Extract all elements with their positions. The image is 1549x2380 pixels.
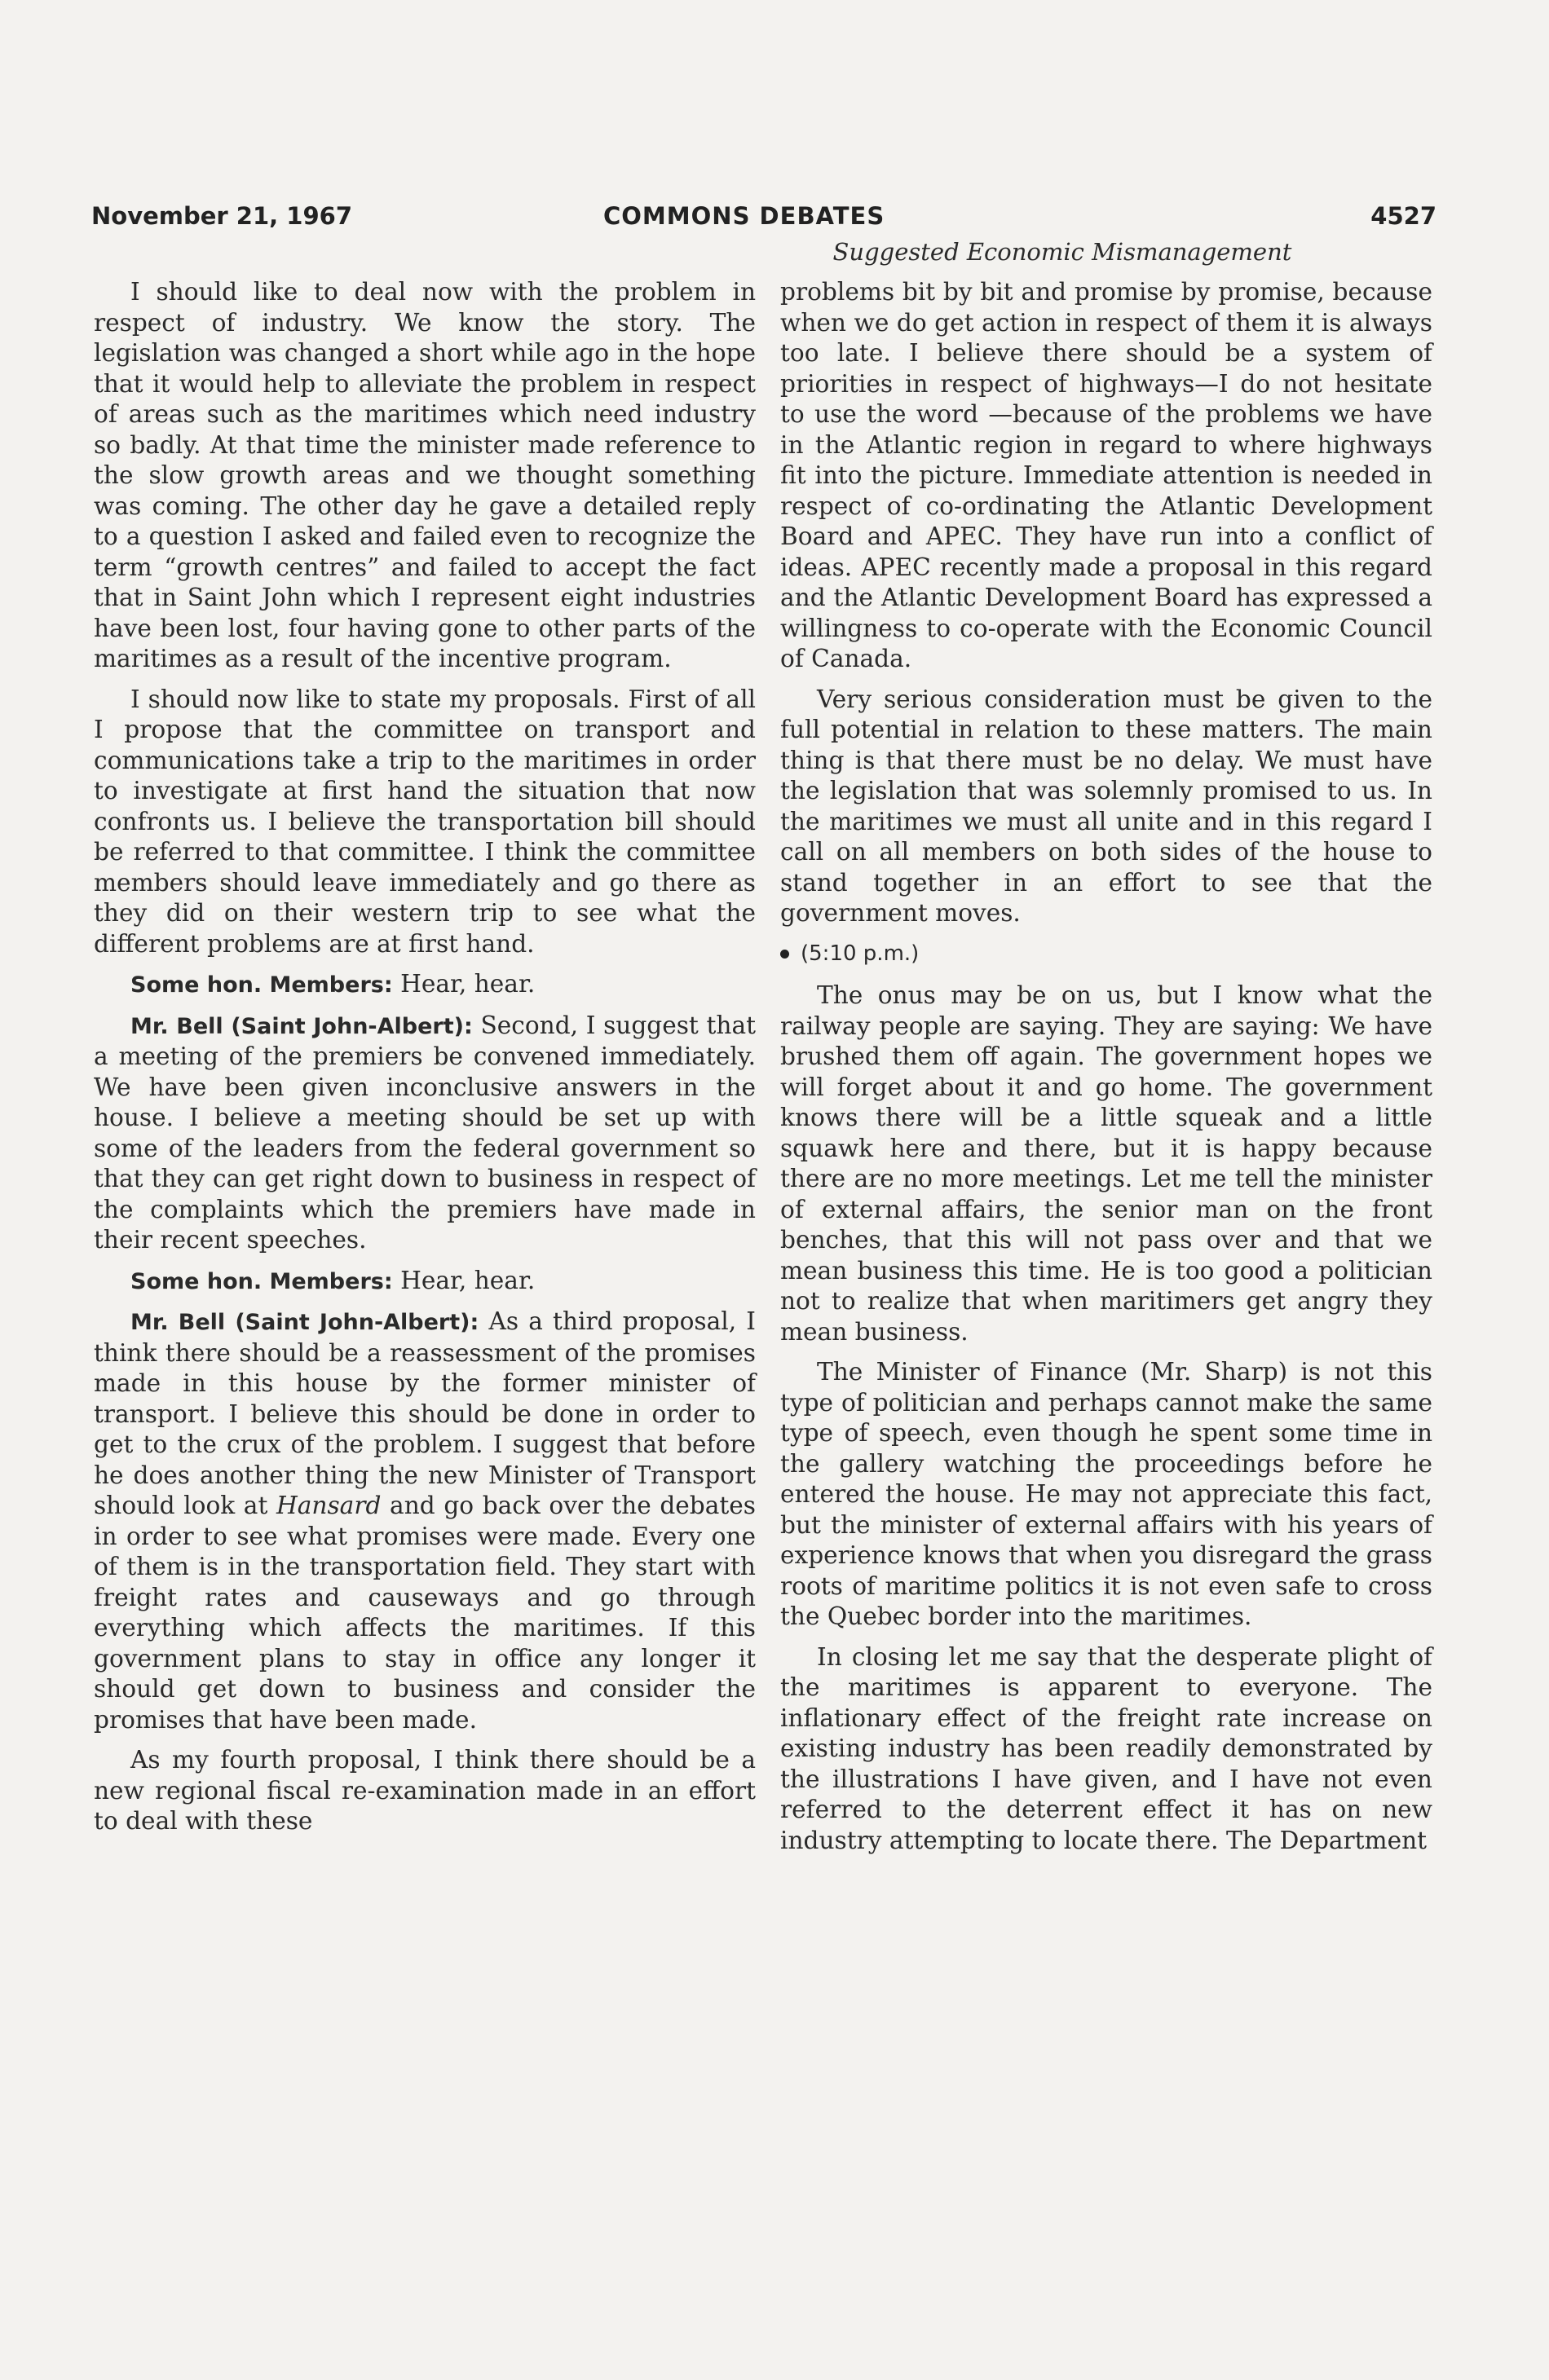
left-column (94, 277, 756, 1847)
timestamp-text: (5:10 p.m.) (801, 941, 920, 966)
bullet-icon (780, 950, 789, 959)
interjection (94, 969, 756, 1001)
paragraph: Very serious consideration must be given to the full potential in relation to these matters. The main thing is that there must be no delay. We must have the legislation that was solemnly promised to us. In the maritimes we must all unite and in this regard I call on all members on both sides of the house to stand together in an effort to see that the government moves. (780, 685, 1432, 927)
paragraph: The onus may be on us, but I know what the railway people are saying. They are saying: We have brushed them off again. The government hopes we will forget about it and go home. The government knows there will be a little squeak and a little squawk here and there, but it is happy because there are no more meetings. Let me tell the minister of external affairs, the senior man on the front benches, that this will not pass over and that we mean business this time. He is too good a politician not to realize that when maritimers get angry they mean business. (780, 981, 1432, 1346)
speech-text: Hear, hear. (400, 1266, 536, 1294)
speaker-name: Some hon. Members: (130, 972, 393, 998)
header-title: COMMONS DEBATES (603, 202, 885, 230)
paragraph: problems bit by bit and promise by promise, because when we do get action in respect of them it is always too late. I believe there should be a system of priorities in respect of highways—I do not hesitate to use the word —because of the problems we have in the Atlantic region in regard to where highways fit into the picture. Immediate attention is needed in respect of co-ordinating the Atlantic Development Board and APEC. They have run into a conflict of ideas. APEC recently made a proposal in this regard and the Atlantic Development Board has expressed a willingness to co-operate with the Economic Council of Canada. (780, 278, 1432, 672)
speech-paragraph (94, 1307, 756, 1735)
speech-text: Second, I suggest that a meeting of the premiers be convened immediately. We have been given inconclusive answers in the house. I believe a meeting should be set up with some of the leaders from the federal government so that they can get right down to business in respect of the complaints which the premiers have made in their recent speeches. (94, 1011, 756, 1254)
paragraph: I should now like to state my proposals. First of all I propose that the committee on transport and communications take a trip to the maritimes in order to investigate at first hand the situation that now confronts us. I believe the transportation bill should be referred to that committee. I think the committee members should leave immediately and go there as they did on their western trip to see what the different problems are at first hand. (94, 685, 756, 958)
paragraph: The Minister of Finance (Mr. Sharp) is not this type of politician and perhaps cannot make the same type of speech, even though he spent some time in the gallery watching the proceedings before he entered the house. He may not appreciate this fact, but the minister of external affairs with his years of experience knows that when you disregard the grass roots of maritime politics it is not even safe to cross the Quebec border into the maritimes. (780, 1358, 1432, 1630)
paragraph: I should like to deal now with the problem in respect of industry. We know the story. The legislation was changed a short while ago in the hope that it would help to alleviate the problem in respect of areas such as the maritimes which need industry so badly. At that time the minister made reference to the slow growth areas and we thought something was coming. The other day he gave a detailed reply to a question I asked and failed even to recognize the term “growth centres” and failed to accept the fact that in Saint John which I represent eight industries have been lost, four having gone to other parts of the maritimes as a result of the incentive program. (94, 278, 756, 672)
right-column (780, 277, 1432, 1866)
time-marker (780, 939, 1432, 970)
page-number: 4527 (1370, 202, 1436, 230)
page-header (91, 202, 1436, 238)
section-subtitle: Suggested Economic Mismanagement (832, 238, 1292, 266)
speaker-name: Mr. Bell (Saint John-Albert): (130, 1310, 479, 1335)
speech-paragraph (94, 1011, 756, 1256)
speech-text: Hear, hear. (400, 970, 536, 998)
speaker-name: Some hon. Members: (130, 1268, 393, 1294)
italic-reference: Hansard (276, 1492, 382, 1519)
speech-text: As a third proposal, I think there should be a reassessment of the promises made in this house by the former minister of transport. I believe this should be done in order to get to the crux of the problem. I suggest that before he does another thing the new Minister of Transport should look at (94, 1307, 756, 1519)
interjection (94, 1266, 756, 1298)
speech-text: and go back over the debates in order to see what promises were made. Every one of them is in the transportation field. They start with freight rates and causeways and go through everything which affects the maritimes. If this government plans to stay in office any longer it should get down to business and consider the promises that have been made. (94, 1492, 756, 1734)
paragraph: As my fourth proposal, I think there should be a new regional fiscal re-examination made in an effort to deal with these (94, 1746, 756, 1835)
speaker-name: Mr. Bell (Saint John-Albert): (130, 1013, 473, 1039)
header-date: November 21, 1967 (91, 202, 352, 230)
paragraph: In closing let me say that the desperate plight of the maritimes is apparent to everyone. The inflationary effect of the freight rate increase on existing industry has been readily demonstrated by the illustrations I have given, and I have not even referred to the deterrent effect it has on new industry attempting to locate there. The Department (780, 1642, 1432, 1854)
